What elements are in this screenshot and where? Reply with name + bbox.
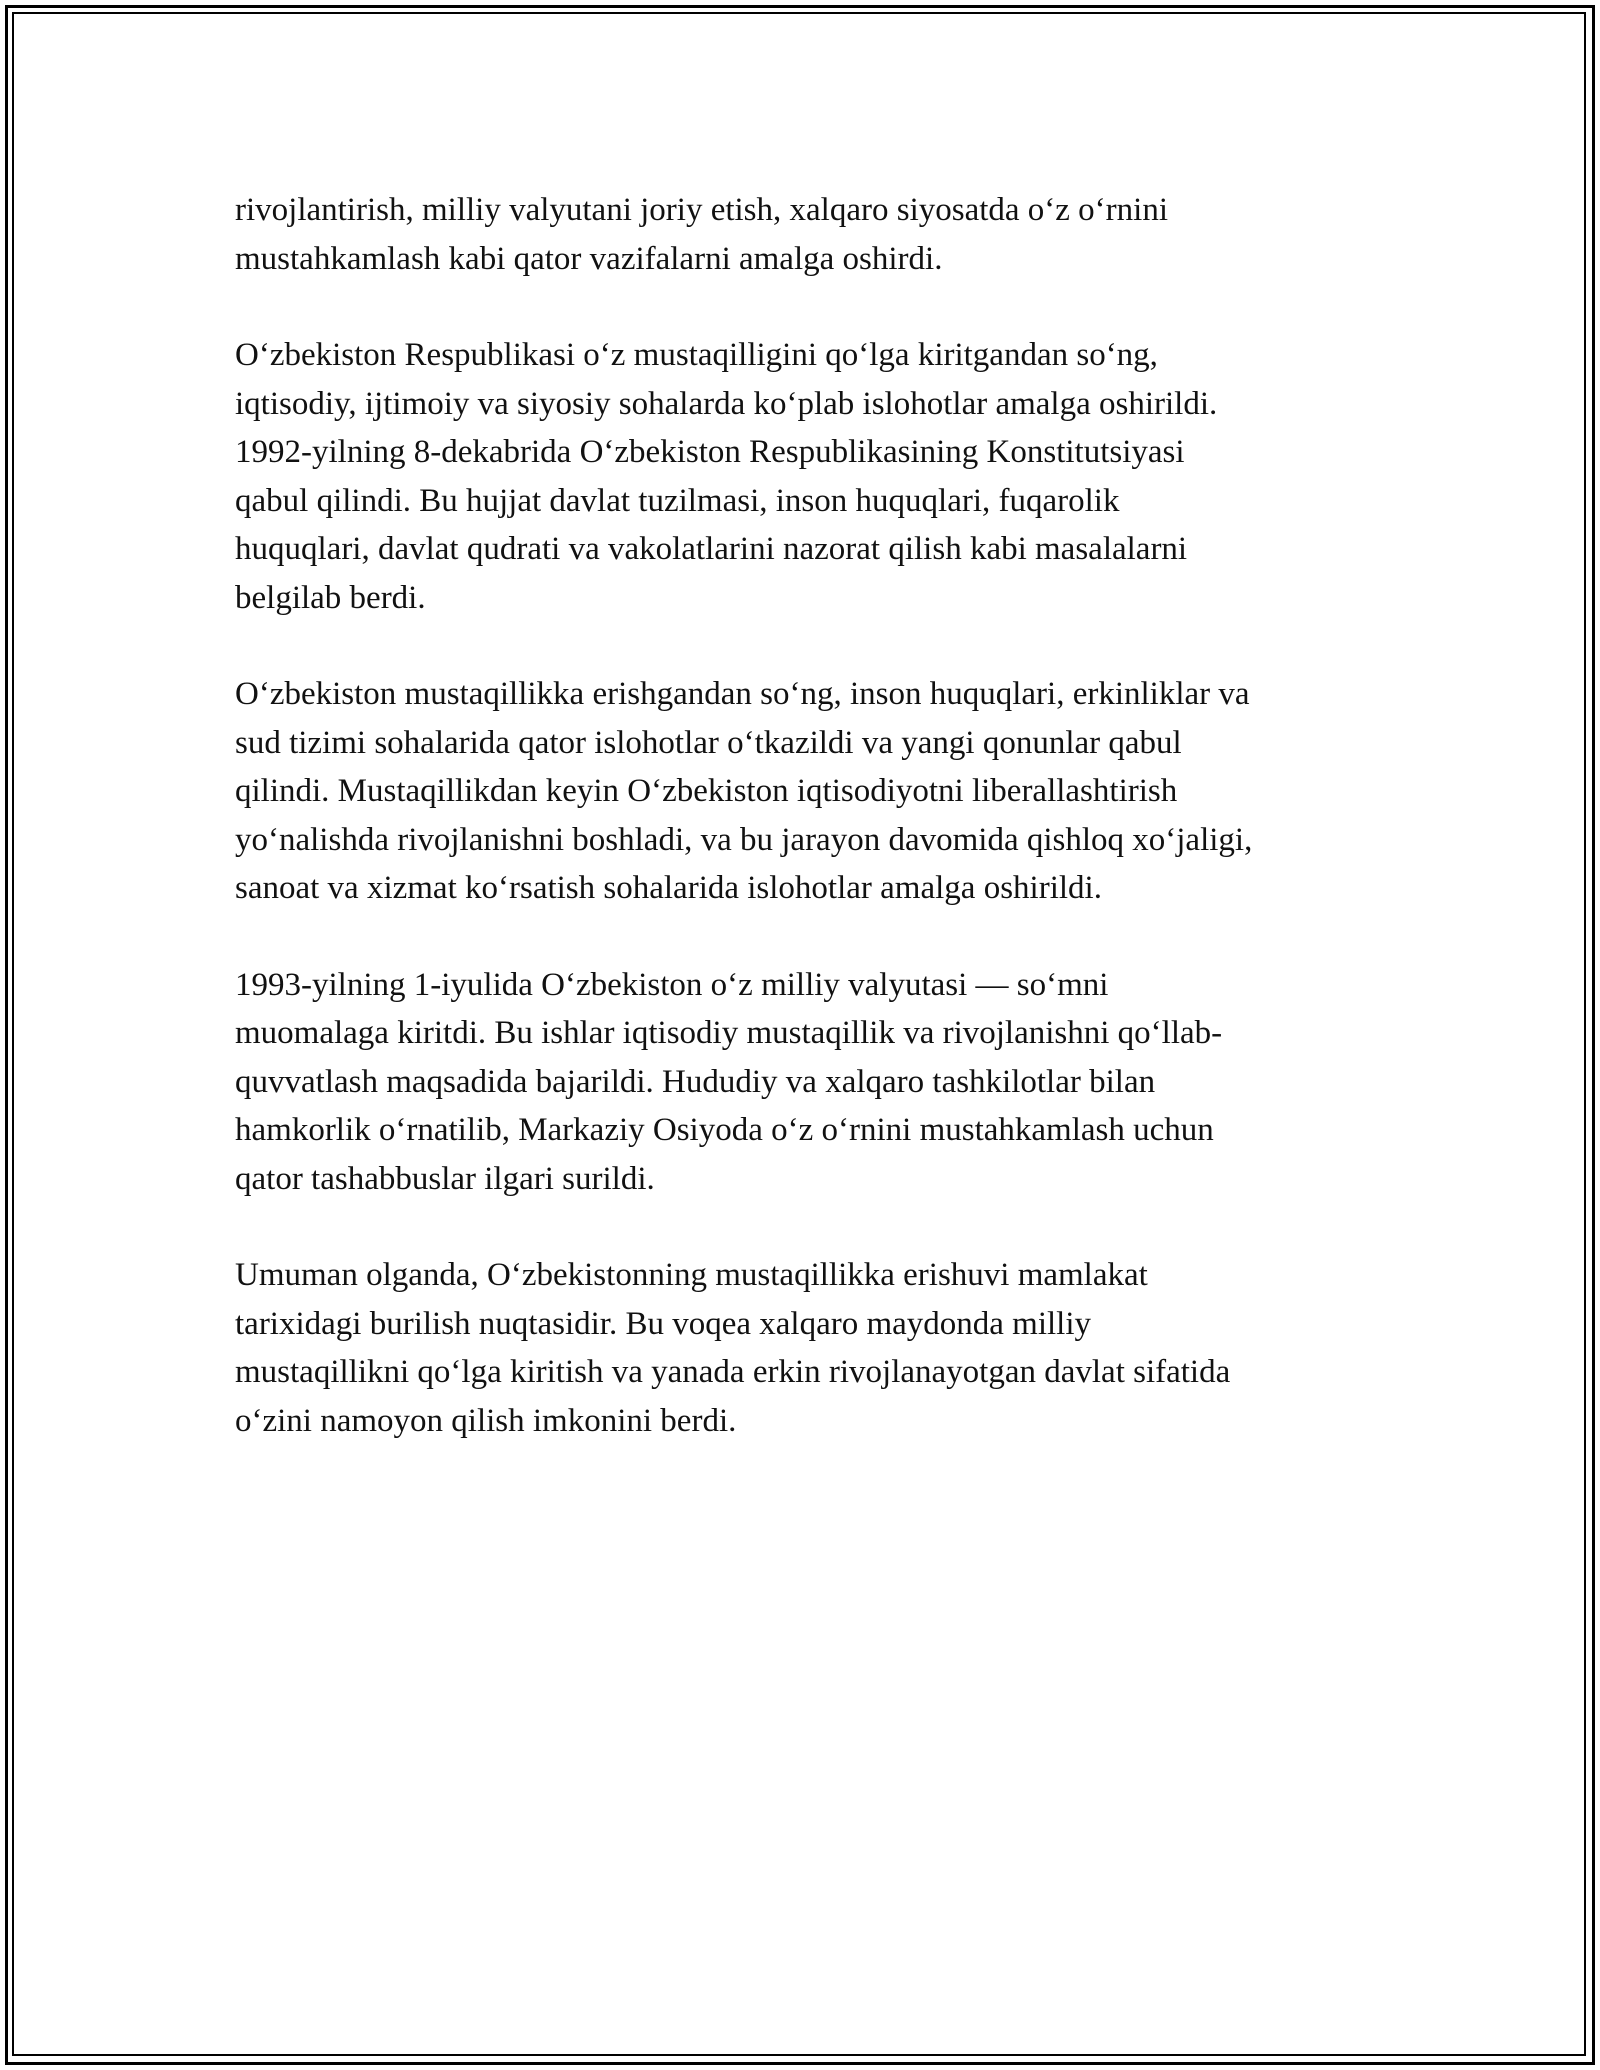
- paragraph-2: O‘zbekiston Respublikasi o‘z mustaqilligini qo‘lga kiritgandan so‘ng, iqtisodiy, ijtimoiy va siyosiy sohalarda ko‘plab islohotlar amalga oshirildi. 1992-yilning 8-dekabrida O‘zbekiston Respublikasining Konstitutsiyasi qabul qilindi. Bu hujjat davlat tuzilmasi, inson huquqlari, fuqarolik huquqlari, davlat qudrati va vakolatlarini nazorat qilish kabi masalalarni belgilab berdi.: [235, 337, 1218, 616]
- paragraph-3: O‘zbekiston mustaqillikka erishgandan so‘ng, inson huquqlari, erkinliklar va sud tizimi sohalarida qator islohotlar o‘tkazildi va yangi qonunlar qabul qilindi. Mustaqillikdan keyin O‘zbekiston iqtisodiyotni liberallashtirish yo‘nalishda rivojlanishni boshladi, va bu jarayon davomida qishloq xo‘jaligi, sanoat va xizmat ko‘rsatish sohalarida islohotlar amalga oshirildi.: [235, 676, 1253, 906]
- document-body: [235, 186, 1395, 1493]
- paragraph-4: 1993-yilning 1-iyulida O‘zbekiston o‘z milliy valyutasi — so‘mni muomalaga kiritdi. Bu ishlar iqtisodiy mustaqillik va rivojlanishni qo‘llab- quvvatlash maqsadida bajarildi. Hududiy va xalqaro tashkilotlar bilan hamkorlik o‘rnatilib, Markaziy Osiyoda o‘z o‘rnini mustahkamlash uchun qator tashabbuslar ilgari surildi.: [235, 966, 1223, 1197]
- paragraph-5: Umuman olganda, O‘zbekistonning mustaqillikka erishuvi mamlakat tarixidagi burilish nuqtasidir. Bu voqea xalqaro maydonda milliy mustaqillikni qo‘lga kiritish va yanada erkin rivojlanayotgan davlat sifatida o‘zini namoyon qilish imkonini berdi.: [235, 1257, 1231, 1439]
- paragraph-1: rivojlantirish, milliy valyutani joriy etish, xalqaro siyosatda o‘z o‘rnini mustahkamlash kabi qator vazifalarni amalga oshirdi.: [235, 192, 1168, 277]
